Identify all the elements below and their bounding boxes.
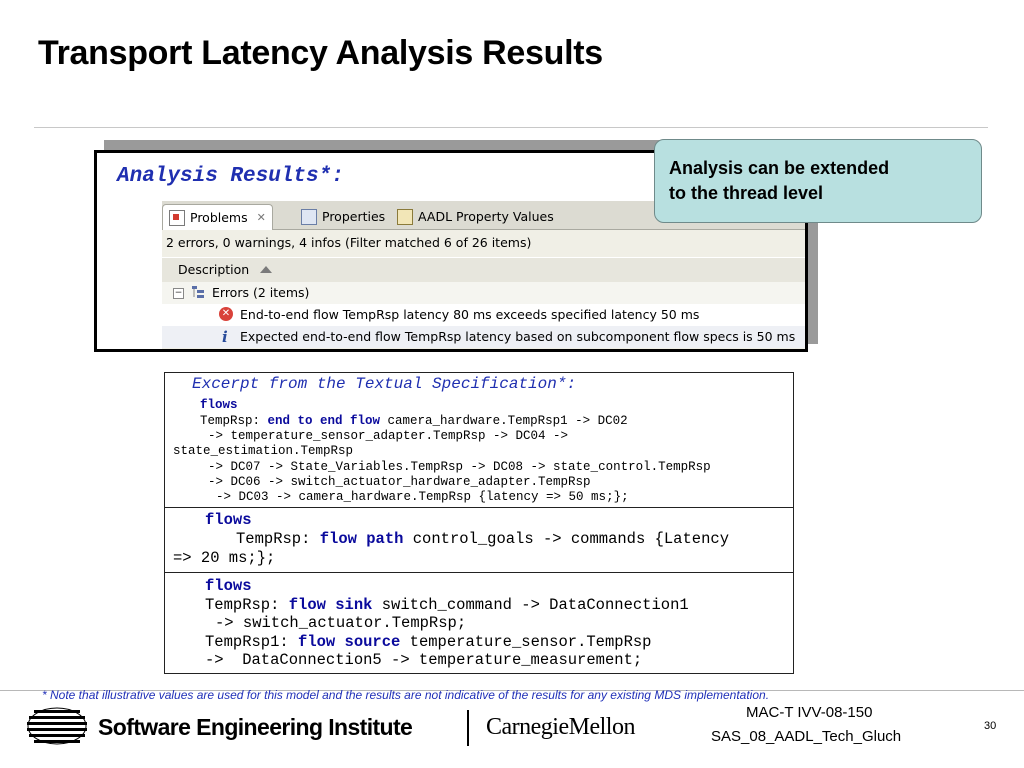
document-ref: MAC-T IVV-08-150 xyxy=(746,704,873,721)
code-line: -> DC07 -> State_Variables.TempRsp -> DC08 -> state_control.TempRsp xyxy=(208,460,711,474)
aadl-icon xyxy=(397,209,413,225)
close-icon[interactable]: ✕ xyxy=(256,211,266,224)
spec-cell-flow-path xyxy=(165,508,793,573)
flows-keyword: flows xyxy=(205,577,252,595)
tab-properties-label: Properties xyxy=(322,209,386,224)
code-line: -> DC03 -> camera_hardware.TempRsp {latency => 50 ms;}; xyxy=(216,490,629,504)
code-line: state_estimation.TempRsp xyxy=(173,444,354,458)
tab-problems[interactable] xyxy=(162,204,273,230)
code-line: -> DataConnection5 -> temperature_measurement; xyxy=(205,651,643,669)
problem-description: Expected end-to-end flow TempRsp latency based on subcomponent flow specs is 50 ms xyxy=(240,329,796,344)
problems-icon xyxy=(169,210,185,226)
cmu-wordmark: CarnegieMellon xyxy=(486,714,635,740)
flows-keyword: flows xyxy=(200,398,238,412)
spec-cell-end-to-end xyxy=(165,373,793,508)
tab-aadl-property-values[interactable] xyxy=(391,204,560,229)
description-header-label: Description xyxy=(178,262,250,277)
description-column-header[interactable] xyxy=(162,257,805,283)
footnote: * Note that illustrative values are used for this model and the results are not indicative of the results for any existing MDS implementation. xyxy=(42,688,770,702)
collapse-toggle-icon[interactable]: − xyxy=(174,288,183,298)
title-divider xyxy=(34,127,988,128)
error-icon: ✕ xyxy=(219,307,233,321)
code-line: -> DC06 -> switch_actuator_hardware_adapter.TempRsp xyxy=(208,475,591,489)
errors-group-row[interactable] xyxy=(162,282,805,304)
info-icon: i xyxy=(222,328,228,346)
slide-title: Transport Latency Analysis Results xyxy=(38,34,603,72)
code-line: TempRsp: end to end flow camera_hardware.TempRsp1 -> DC02 xyxy=(200,414,628,428)
code-line: -> switch_actuator.TempRsp; xyxy=(215,614,467,632)
analysis-results-heading: Analysis Results*: xyxy=(117,165,344,188)
spec-excerpt-table xyxy=(164,372,794,674)
code-line: TempRsp: flow sink switch_command -> DataConnection1 xyxy=(205,596,689,614)
spec-cell-sink-source xyxy=(165,573,793,673)
tab-properties[interactable] xyxy=(295,204,391,229)
sort-ascending-icon xyxy=(260,266,272,273)
tab-problems-label: Problems xyxy=(190,210,248,225)
callout-line-2: to the thread level xyxy=(669,183,824,203)
logo-separator xyxy=(467,710,469,746)
callout-line-1: Analysis can be extended xyxy=(669,158,890,178)
problem-row[interactable] xyxy=(162,304,805,326)
callout-note xyxy=(654,139,982,223)
problems-view xyxy=(162,201,805,349)
problem-description: End-to-end flow TempRsp latency 80 ms exceeds specified latency 50 ms xyxy=(240,307,700,322)
problems-summary: 2 errors, 0 warnings, 4 infos (Filter matched 6 of 26 items) xyxy=(166,235,532,250)
spec-title: Excerpt from the Textual Specification*: xyxy=(192,375,577,393)
sei-logo-icon xyxy=(26,706,88,746)
properties-icon xyxy=(301,209,317,225)
tab-aadl-label: AADL Property Values xyxy=(418,209,554,224)
code-line: => 20 ms;}; xyxy=(173,549,276,567)
code-line: TempRsp: flow path control_goals -> commands {Latency xyxy=(236,530,729,548)
group-tree-icon xyxy=(192,286,204,298)
code-line: TempRsp1: flow source temperature_sensor.TempRsp xyxy=(205,633,652,651)
problem-row[interactable] xyxy=(162,326,805,348)
errors-group-label: Errors (2 items) xyxy=(212,285,310,300)
page-number: 30 xyxy=(984,720,997,732)
sei-wordmark: Software Engineering Institute xyxy=(98,714,413,740)
code-line: -> temperature_sensor_adapter.TempRsp -> DC04 -> xyxy=(208,429,569,443)
flows-keyword: flows xyxy=(205,511,252,529)
document-id: SAS_08_AADL_Tech_Gluch xyxy=(711,728,902,745)
